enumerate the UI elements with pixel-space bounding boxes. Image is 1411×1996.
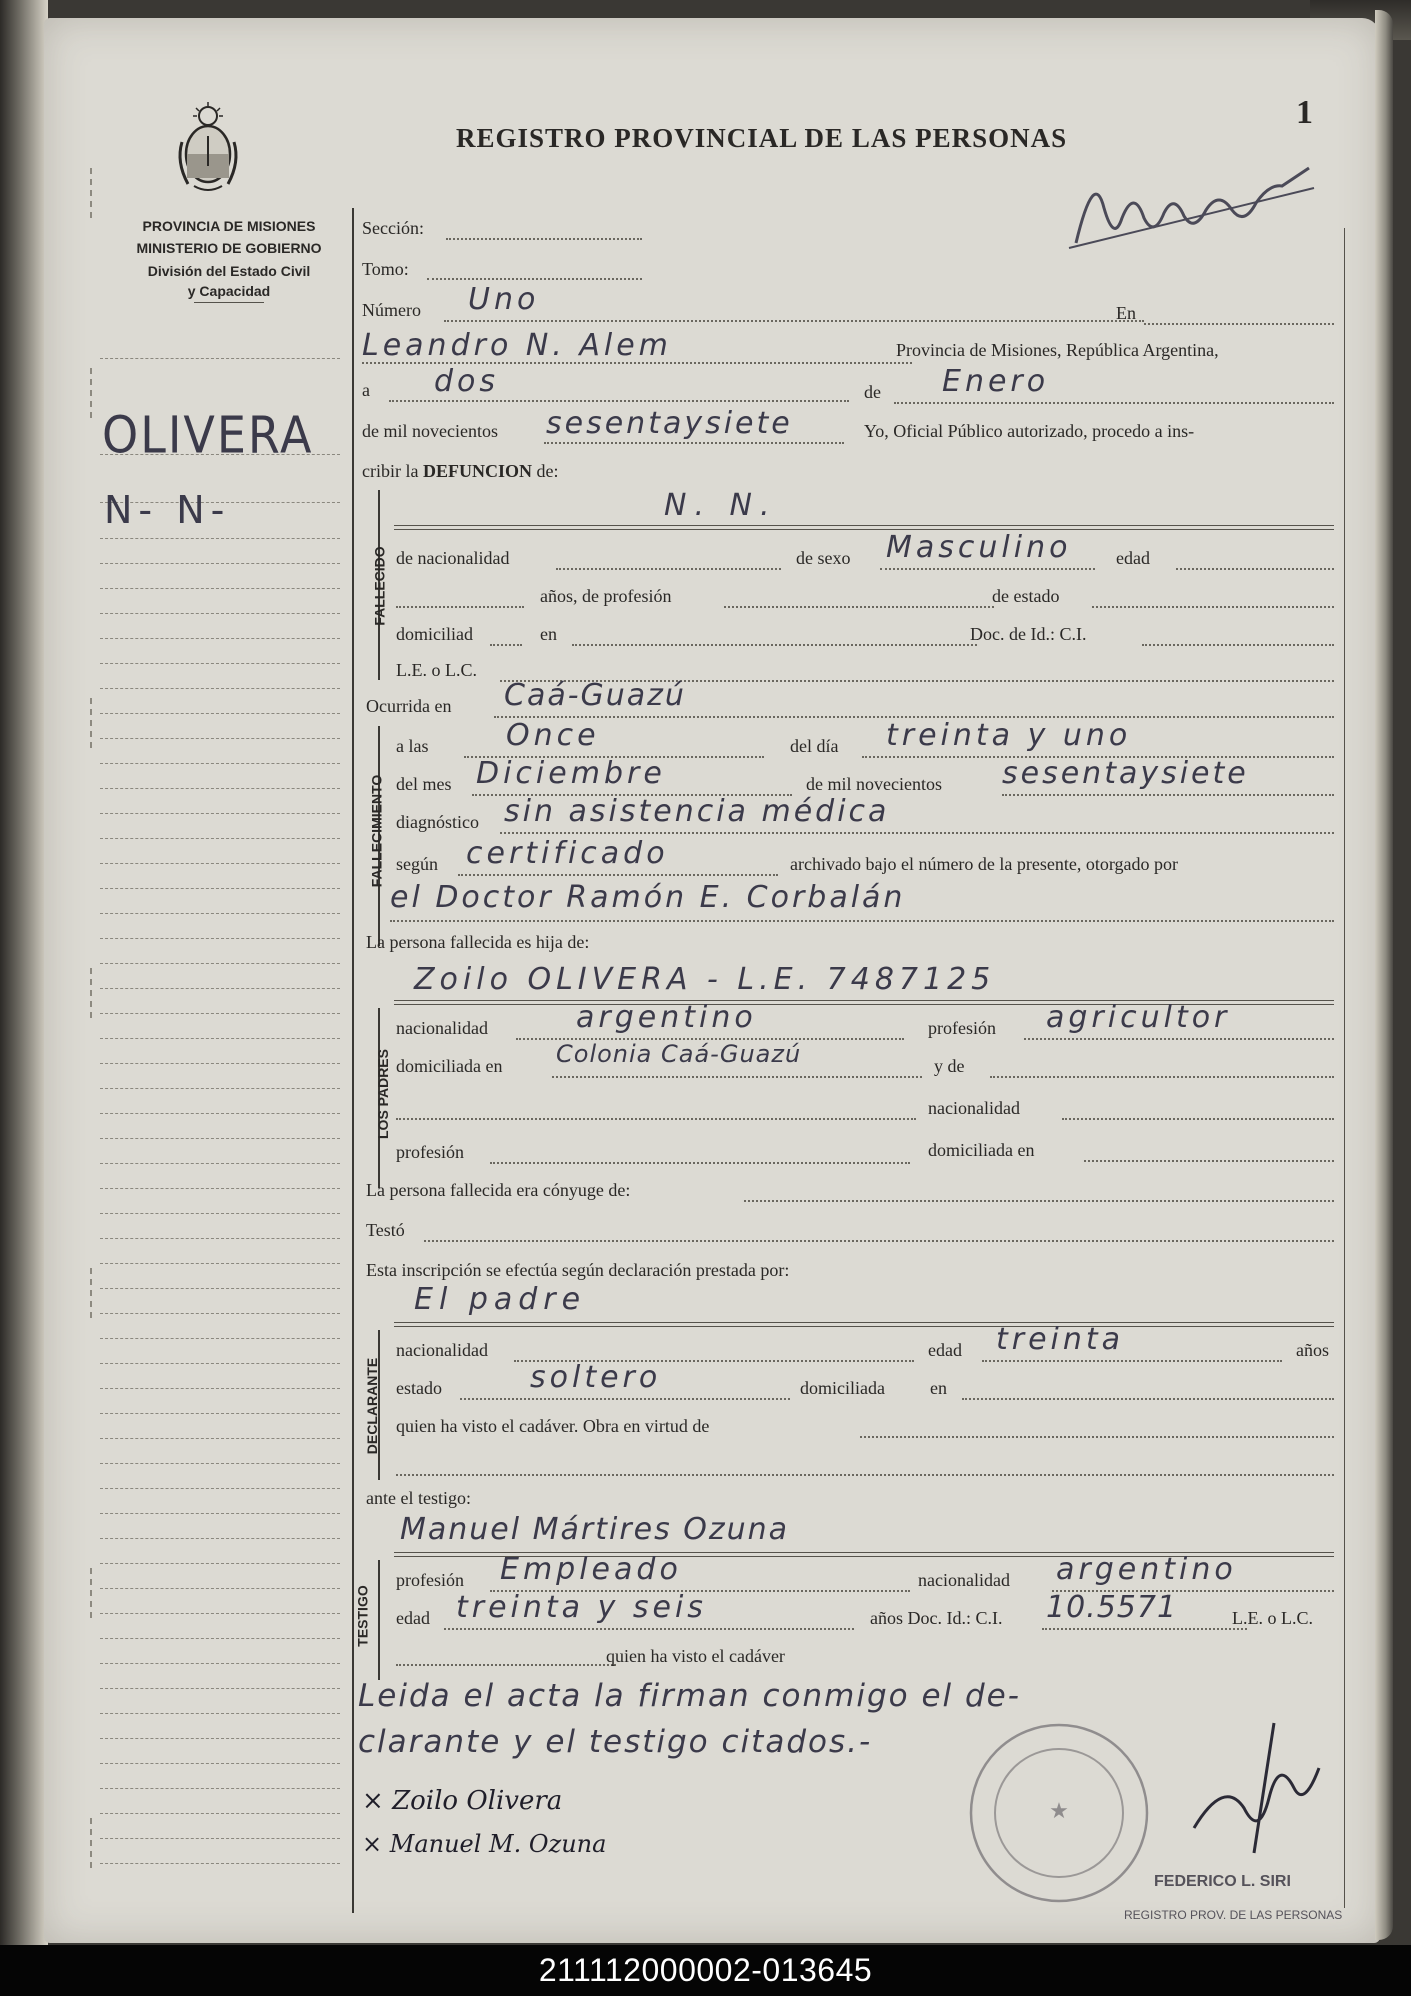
en-line [1144,323,1334,325]
testigo-profesion-value: Empleado [500,1552,682,1587]
declarante-extra-line [396,1474,1334,1476]
document-title: REGISTRO PROVINCIAL DE LAS PERSONAS [456,123,1068,153]
declarante-estado-label: estado [396,1378,442,1398]
province-name: PROVINCIA DE MISIONES [142,218,316,234]
book-binding [0,0,48,1945]
margin-divider [352,208,354,1913]
fallecido-estado-line [1092,606,1334,608]
page-stack-edge [1375,10,1393,1940]
fallecido-domicilio-line [490,644,522,646]
padres-nacionalidad-label: nacionalidad [396,1018,488,1038]
day-line [389,400,849,402]
footer-id-bar: 211112000002-013645 [0,1945,1411,1996]
binding-stitch [90,968,98,1018]
fallecido-domicilio-label: domiciliad [396,624,473,644]
tomo-line [427,278,642,280]
declarante-anos-label: años [1296,1340,1329,1360]
signature-manuel-text: Manuel M. Ozuna [389,1830,607,1858]
binding-stitch [90,168,98,218]
padres-profesion-label: profesión [928,1018,996,1038]
fallecido-edad-line [1176,568,1334,570]
padres-domiciliada2-label: domiciliada en [928,1140,1035,1160]
defuncion-text: DEFUNCION [422,461,532,481]
binding-stitch [90,368,98,418]
segun-line [458,874,778,876]
padres-domiciliada2-line [1084,1160,1334,1162]
archivado-text: archivado bajo el número de la presente, otorgado por [790,854,1179,874]
dia-value: treinta y uno [886,718,1132,753]
testigo-visto-line-left [396,1664,616,1666]
declarante-section-label: DECLARANTE [364,1357,381,1455]
margin-initials: N- N- [104,488,231,532]
fallecido-anos-label: años, de profesión [540,586,672,606]
numero-line [444,320,1144,322]
year-line [544,442,844,444]
official-stamp [964,1718,1154,1908]
testigo-edad-label: edad [396,1608,430,1628]
month-line [894,402,1334,404]
testo-label: Testó [366,1220,405,1240]
padres-profesion-line [1024,1038,1334,1040]
diagnostico-value: sin asistencia médica [504,794,890,829]
hija-label: La persona fallecida es hija de: [366,932,590,952]
fallecimiento-section-label: FALLECIMIENTO [368,774,385,888]
conyuge-line [744,1200,1334,1202]
binding-stitch [90,698,98,748]
declarante-name: El padre [414,1282,587,1317]
declarante-nacionalidad-label: nacionalidad [396,1340,488,1360]
anio-line [1002,794,1334,796]
mes-label: del mes [396,774,452,794]
signature-mark [1064,148,1324,268]
testigo-name: Manuel Mártires Ozuna [400,1512,790,1547]
stamp-officer-name: FEDERICO L. SIRI [1154,1873,1291,1890]
testigo-edad-line [444,1628,854,1630]
declarante-visto-line [860,1436,1334,1438]
fallecido-estado-label: de estado [992,586,1060,606]
binding-stitch [90,1568,98,1618]
madre-name-line [396,1118,916,1120]
anio-value: sesentaysiete [1002,756,1249,791]
fallecido-le-label: L.E. o L.C. [396,660,477,680]
fallecido-doc-line [1142,644,1334,646]
declarante-domiciliada-label: domiciliada [800,1378,885,1398]
testigo-bracket [378,1560,380,1680]
diagnostico-label: diagnóstico [396,812,479,832]
diagnostico-line [500,832,1334,834]
closing-line-2: clarante y el testigo citados.- [358,1724,873,1760]
year-value: sesentaysiete [546,406,793,441]
fallecido-name-line2 [394,529,1334,530]
a-las-label: a las [396,736,429,756]
padres-domicilio-line [552,1076,922,1078]
fallecido-section-label: FALLECIDO [371,546,388,626]
binding-stitch [90,1818,98,1868]
doctor-value: el Doctor Ramón E. Corbalán [390,880,906,915]
declarante-estado-value: soltero [530,1360,662,1395]
header-underline [194,302,264,303]
place-value: Leandro N. Alem [362,328,672,363]
padre-value: Zoilo OLIVERA - L.E. 7487125 [414,962,996,997]
testigo-le-label: L.E. o L.C. [1232,1608,1313,1628]
declarante-estado-line [460,1398,790,1400]
testigo-profesion-label: profesión [396,1570,464,1590]
signature-zoilo-text: Zoilo Olivera [392,1786,563,1816]
fallecido-doc-label: Doc. de Id.: C.I. [970,624,1087,644]
binding-stitch [90,1268,98,1318]
day-value: dos [434,364,500,399]
doctor-line [390,920,1334,922]
padres-nacionalidad-value: argentino [576,1000,757,1035]
declarante-edad-label: edad [928,1340,962,1360]
declarante-en-label: en [930,1378,947,1398]
document-page [44,18,1380,1943]
fallecido-nacionalidad-label: de nacionalidad [396,548,510,568]
capacity-name: y Capacidad [187,283,271,299]
closing-line-1: Leida el acta la firman conmigo el de- [358,1678,1021,1714]
padres-nacionalidad2-label: nacionalidad [928,1098,1020,1118]
tomo-label: Tomo: [362,259,409,279]
signature-manuel: × Manuel M. Ozuna [362,1830,607,1858]
svg-text:★: ★ [1049,1798,1069,1823]
stamp-sub: REGISTRO PROV. DE LAS PERSONAS [1124,1908,1343,1922]
numero-value: Uno [468,282,540,317]
ministry-name: MINISTERIO DE GOBIERNO [136,240,322,256]
testo-line [424,1240,1334,1242]
fallecido-profesion-line [724,606,994,608]
testigo-edad-value: treinta y seis [456,1590,707,1625]
declarante-en-line [962,1398,1334,1400]
fallecido-anos-line [396,606,524,608]
padres-profesion-value: agricultor [1046,1000,1231,1035]
padres-domiciliada-label: domiciliada en [396,1056,503,1076]
fallecido-name-line [394,525,1334,526]
coat-of-arms-icon [174,102,242,194]
signature-zoilo: × Zoilo Olivera [362,1786,563,1816]
mil-label: de mil novecientos [362,421,498,441]
testigo-doc-line [1042,1628,1247,1630]
fallecido-sexo-line [880,568,1095,570]
seccion-line [446,238,642,240]
ocurrida-value: Caá-Guazú [504,678,686,713]
provincia-text: Provincia de Misiones, República Argentina, [896,340,1219,360]
oficial-text: Yo, Oficial Público autorizado, procedo a ins- [864,421,1195,441]
fallecido-sexo-label: de sexo [796,548,851,568]
conyuge-label: La persona fallecida era cónyuge de: [366,1180,631,1200]
fallecido-nacionalidad-line [556,568,781,570]
declarante-edad-value: treinta [996,1322,1125,1357]
testigo-nacionalidad-value: argentino [1056,1552,1237,1587]
testigo-visto-label: quien ha visto el cadáver [606,1646,785,1666]
a-label: a [362,380,370,400]
right-rule [1344,228,1345,1908]
declarante-visto-label: quien ha visto el cadáver. Obra en virtud de [396,1416,710,1436]
padres-section-label: LOS PADRES [374,1049,391,1139]
padres-y-de-line [990,1076,1334,1078]
margin-surname: OLIVERA [102,405,314,465]
en-label: En [1116,303,1136,323]
dia-label: del día [790,736,839,756]
de-label: de [864,382,881,402]
padres-profesion2-label: profesión [396,1142,464,1162]
padres-profesion2-line [490,1162,910,1164]
numero-label: Número [362,300,421,320]
testigo-doc-label: años Doc. Id.: C.I. [870,1608,1003,1628]
fallecido-sexo-value: Masculino [886,530,1072,565]
month-value: Enero [942,364,1050,399]
mes-mil-label: de mil novecientos [806,774,942,794]
testigo-section-label: TESTIGO [354,1585,371,1647]
segun-label: según [396,854,438,874]
testigo-nacionalidad-label: nacionalidad [918,1570,1010,1590]
testigo-doc-value: 10.5571 [1046,1590,1178,1625]
division-name: División del Estado Civil [147,263,311,279]
padres-y-de-label: y de [934,1056,965,1076]
fallecido-name: N. N. [664,488,778,523]
declarante-name-line2 [394,1326,1334,1327]
seccion-label: Sección: [362,218,424,238]
padres-domicilio-value: Colonia Caá-Guazú [556,1040,802,1068]
cribir-text [362,461,559,482]
fallecido-edad-label: edad [1116,548,1150,568]
mes-value: Diciembre [476,756,666,791]
hora-value: Once [506,718,600,753]
de-colon: de: [536,461,559,481]
fallecido-en-line [572,644,977,646]
inscripcion-label: Esta inscripción se efectúa según declaración prestada por: [366,1260,790,1280]
officer-signature [1184,1718,1334,1858]
fallecido-en-label: en [540,624,557,644]
declarante-edad-line [982,1360,1282,1362]
ocurrida-label: Ocurrida en [366,696,452,716]
padres-nacionalidad2-line [1062,1118,1334,1120]
cribir-text-start: cribir la [362,461,419,481]
segun-value: certificado [466,836,669,871]
ante-testigo-label: ante el testigo: [366,1488,471,1508]
declarante-name-line [394,1322,1334,1323]
page-number: 1 [1296,94,1313,131]
